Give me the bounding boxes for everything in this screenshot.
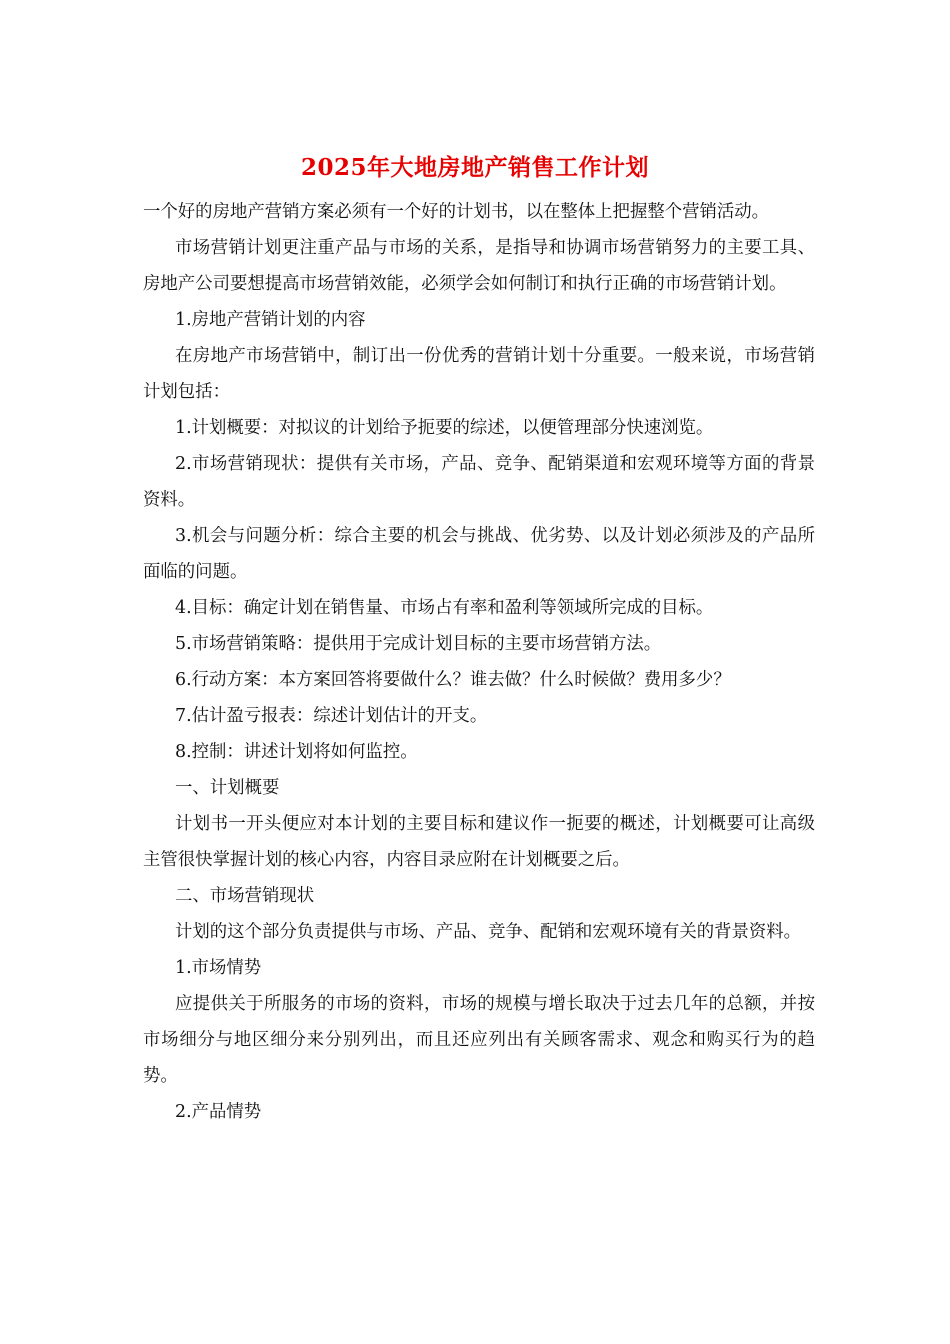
paragraph: 市场营销计划更注重产品与市场的关系，是指导和协调市场营销努力的主要工具、房地产公司要想提高市场营销效能，必须学会如何制订和执行正确的市场营销计划。 [143, 238, 815, 294]
subsection-heading: 1.市场情势 [175, 958, 262, 978]
paragraph-intro: 一个好的房地产营销方案必须有一个好的计划书，以在整体上把握整个营销活动。 [143, 202, 770, 222]
document-body [143, 194, 815, 1130]
list-item: 3.机会与问题分析：综合主要的机会与挑战、优劣势、以及计划必须涉及的产品所面临的问题。 [143, 526, 815, 582]
paragraph: 计划书一开头便应对本计划的主要目标和建议作一扼要的概述，计划概要可让高级主管很快掌握计划的核心内容，内容目录应附在计划概要之后。 [143, 814, 815, 870]
section-heading: 二、市场营销现状 [175, 886, 315, 906]
paragraph: 计划的这个部分负责提供与市场、产品、竞争、配销和宏观环境有关的背景资料。 [175, 922, 802, 942]
list-item: 8.控制：讲述计划将如何监控。 [175, 742, 418, 762]
paragraph: 在房地产市场营销中，制订出一份优秀的营销计划十分重要。一般来说，市场营销计划包括： [143, 346, 815, 402]
paragraph: 应提供关于所服务的市场的资料，市场的规模与增长取决于过去几年的总额，并按市场细分与地区细分来分别列出，而且还应列出有关顾客需求、观念和购买行为的趋势。 [143, 994, 815, 1086]
list-item: 6.行动方案：本方案回答将要做什么？谁去做？什么时候做？费用多少？ [175, 670, 731, 690]
list-item: 7.估计盈亏报表：综述计划估计的开支。 [175, 706, 488, 726]
section-heading: 一、计划概要 [175, 778, 280, 798]
list-item: 4.目标：确定计划在销售量、市场占有率和盈利等领域所完成的目标。 [175, 598, 714, 618]
list-item: 1.计划概要：对拟议的计划给予扼要的综述，以便管理部分快速浏览。 [175, 418, 714, 438]
subsection-heading: 2.产品情势 [175, 1102, 262, 1122]
list-item: 2.市场营销现状：提供有关市场，产品、竞争、配销渠道和宏观环境等方面的背景资料。 [143, 454, 815, 510]
document-title: 2025年大地房地产销售工作计划 [300, 154, 649, 181]
list-item: 5.市场营销策略：提供用于完成计划目标的主要市场营销方法。 [175, 634, 662, 654]
section-heading: 1.房地产营销计划的内容 [175, 310, 366, 330]
